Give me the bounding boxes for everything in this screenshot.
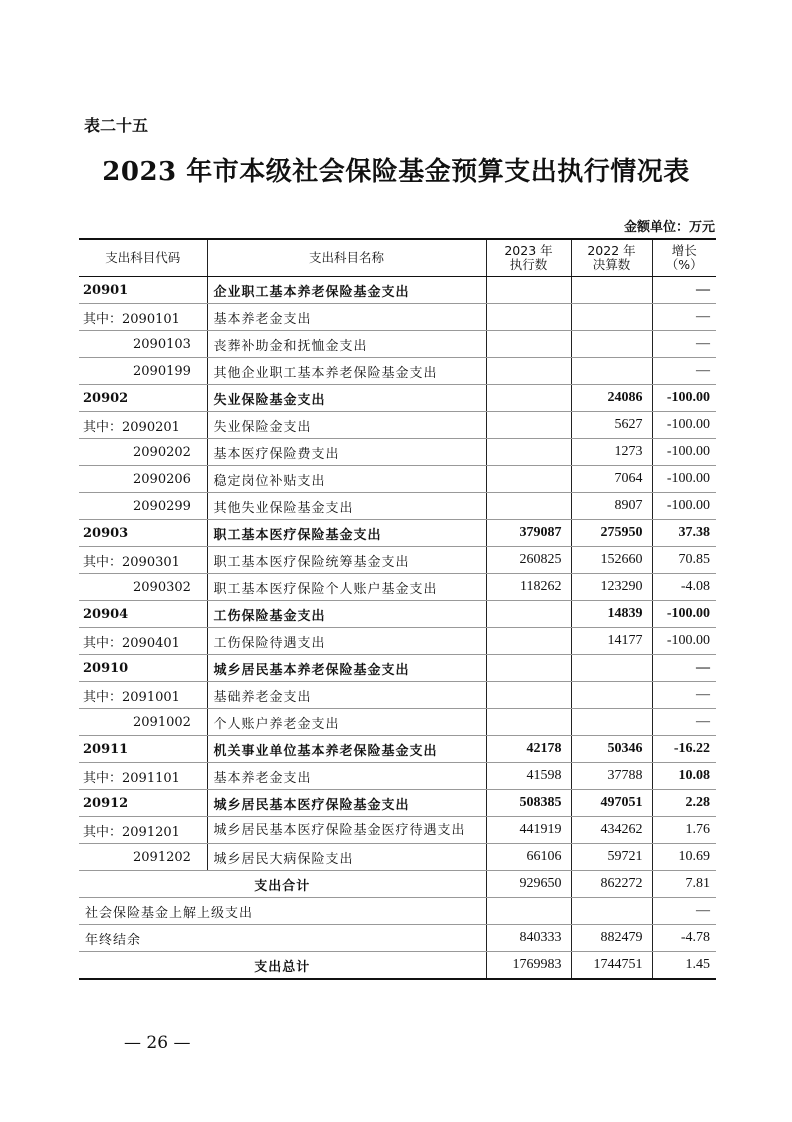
table-row: [79, 601, 716, 628]
row-final: [571, 304, 652, 331]
table-label: 表二十五: [84, 116, 149, 135]
row-final: [571, 358, 652, 385]
row-name: 其他失业保险基金支出: [207, 493, 486, 520]
table-row: [79, 655, 716, 682]
row-code: 20902: [79, 385, 207, 412]
row-growth: —: [652, 709, 716, 736]
table-row: [79, 682, 716, 709]
row-exec: [486, 358, 571, 385]
row-code: 其中：2091201: [79, 817, 207, 844]
table-row: [79, 385, 716, 412]
table-row: [79, 844, 716, 871]
row-name: 企业职工基本养老保险基金支出: [207, 277, 486, 304]
table-row: [79, 817, 716, 844]
row-name: 个人账户养老金支出: [207, 709, 486, 736]
row-exec: [486, 304, 571, 331]
row-exec: 118262: [486, 574, 571, 601]
table-row: [79, 277, 716, 304]
row-code: 20903: [79, 520, 207, 547]
row-exec: [486, 439, 571, 466]
header-code: 支出科目代码: [79, 239, 207, 277]
row-growth: -100.00: [652, 439, 716, 466]
row-exec: 379087: [486, 520, 571, 547]
header-final: [571, 239, 652, 277]
row-exec: [486, 709, 571, 736]
row-exec: [486, 682, 571, 709]
row-exec: 41598: [486, 763, 571, 790]
row-code: 20901: [79, 277, 207, 304]
row-growth: —: [652, 655, 716, 682]
row-final: 8907: [571, 493, 652, 520]
row-code: 其中：2090301: [79, 547, 207, 574]
row-name: 城乡居民大病保险支出: [207, 844, 486, 871]
row-name: 其他企业职工基本养老保险基金支出: [207, 358, 486, 385]
row-exec: 441919: [486, 817, 571, 844]
row-growth: —: [652, 331, 716, 358]
row-name: 基本养老金支出: [207, 304, 486, 331]
row-code: 20910: [79, 655, 207, 682]
extra-row: [79, 925, 716, 952]
row-exec: [486, 493, 571, 520]
table-row: [79, 628, 716, 655]
row-growth: 37.38: [652, 520, 716, 547]
table-row: [79, 709, 716, 736]
row-final: 59721: [571, 844, 652, 871]
subtotal-label: 支出合计: [79, 871, 486, 898]
table-header-row: [79, 239, 716, 277]
grand-total-final: 1744751: [571, 952, 652, 980]
row-growth: -4.08: [652, 574, 716, 601]
row-final: 14177: [571, 628, 652, 655]
row-final: 7064: [571, 466, 652, 493]
page-number: — 26 —: [124, 1033, 191, 1053]
subtotal-final: 862272: [571, 871, 652, 898]
header-final-line2: 决算数: [592, 257, 631, 272]
row-growth: —: [652, 682, 716, 709]
row-name: 城乡居民基本医疗保险基金医疗待遇支出: [207, 817, 486, 844]
row-exec: 66106: [486, 844, 571, 871]
row-final: 37788: [571, 763, 652, 790]
row-final: 24086: [571, 385, 652, 412]
table-row: [79, 520, 716, 547]
table-row: [79, 493, 716, 520]
row-code: 2090199: [79, 358, 207, 385]
extra-row: [79, 898, 716, 925]
table-row: [79, 547, 716, 574]
header-exec-line2: 执行数: [509, 257, 548, 272]
expenditure-table: [79, 238, 716, 980]
row-code: 其中：2090401: [79, 628, 207, 655]
row-code: 20904: [79, 601, 207, 628]
row-code: 其中：2090101: [79, 304, 207, 331]
row-exec: [486, 277, 571, 304]
row-code: 2090206: [79, 466, 207, 493]
row-exec: [486, 412, 571, 439]
table-row: [79, 736, 716, 763]
table-row: [79, 358, 716, 385]
extra-row-growth: -4.78: [652, 925, 716, 952]
row-name: 基本养老金支出: [207, 763, 486, 790]
row-name: 稳定岗位补贴支出: [207, 466, 486, 493]
grand-total-exec: 1769983: [486, 952, 571, 980]
header-growth-line2: （%）: [665, 257, 703, 272]
row-growth: -100.00: [652, 601, 716, 628]
grand-total-label: 支出总计: [79, 952, 486, 980]
table-row: [79, 412, 716, 439]
subtotal-row: [79, 871, 716, 898]
table-row: [79, 574, 716, 601]
row-name: 基础养老金支出: [207, 682, 486, 709]
row-exec: 508385: [486, 790, 571, 817]
grand-total-row: [79, 952, 716, 980]
row-name: 职工基本医疗保险统筹基金支出: [207, 547, 486, 574]
row-growth: 70.85: [652, 547, 716, 574]
row-growth: -100.00: [652, 385, 716, 412]
row-name: 丧葬补助金和抚恤金支出: [207, 331, 486, 358]
row-code: 其中：2090201: [79, 412, 207, 439]
table-row: [79, 790, 716, 817]
row-exec: [486, 385, 571, 412]
row-final: 5627: [571, 412, 652, 439]
header-final-line1: 2022 年: [587, 243, 636, 258]
row-growth: 10.69: [652, 844, 716, 871]
extra-row-label: 社会保险基金上解上级支出: [79, 898, 486, 925]
header-name: 支出科目名称: [207, 239, 486, 277]
row-code: 其中：2091001: [79, 682, 207, 709]
row-final: 275950: [571, 520, 652, 547]
row-final: [571, 709, 652, 736]
row-name: 工伤保险基金支出: [207, 601, 486, 628]
row-final: 123290: [571, 574, 652, 601]
extra-row-growth: —: [652, 898, 716, 925]
header-exec: [486, 239, 571, 277]
row-exec: [486, 601, 571, 628]
row-growth: -100.00: [652, 493, 716, 520]
row-growth: —: [652, 277, 716, 304]
row-growth: -100.00: [652, 412, 716, 439]
row-exec: [486, 628, 571, 655]
row-final: 497051: [571, 790, 652, 817]
row-name: 工伤保险待遇支出: [207, 628, 486, 655]
subtotal-growth: 7.81: [652, 871, 716, 898]
header-growth: [652, 239, 716, 277]
row-code: 2090202: [79, 439, 207, 466]
row-growth: 10.08: [652, 763, 716, 790]
header-growth-line1: 增长: [671, 243, 697, 258]
row-growth: -16.22: [652, 736, 716, 763]
page-title: 2023 年市本级社会保险基金预算支出执行情况表: [102, 157, 690, 187]
row-code: 2091002: [79, 709, 207, 736]
row-code: 2090299: [79, 493, 207, 520]
row-name: 城乡居民基本养老保险基金支出: [207, 655, 486, 682]
row-code: 20912: [79, 790, 207, 817]
row-growth: -100.00: [652, 628, 716, 655]
extra-row-final: 882479: [571, 925, 652, 952]
row-final: [571, 331, 652, 358]
row-final: [571, 277, 652, 304]
row-name: 基本医疗保险费支出: [207, 439, 486, 466]
extra-row-exec: [486, 898, 571, 925]
extra-row-exec: 840333: [486, 925, 571, 952]
amount-unit: 金额单位：万元: [623, 220, 715, 235]
row-growth: 2.28: [652, 790, 716, 817]
row-final: [571, 655, 652, 682]
extra-row-final: [571, 898, 652, 925]
table-row: [79, 304, 716, 331]
table-row: [79, 763, 716, 790]
header-exec-line1: 2023 年: [504, 243, 553, 258]
row-code: 20911: [79, 736, 207, 763]
row-final: 50346: [571, 736, 652, 763]
row-code: 2090302: [79, 574, 207, 601]
row-growth: —: [652, 304, 716, 331]
row-name: 机关事业单位基本养老保险基金支出: [207, 736, 486, 763]
row-exec: 260825: [486, 547, 571, 574]
row-growth: 1.76: [652, 817, 716, 844]
row-name: 失业保险金支出: [207, 412, 486, 439]
row-name: 职工基本医疗保险基金支出: [207, 520, 486, 547]
row-name: 城乡居民基本医疗保险基金支出: [207, 790, 486, 817]
table-row: [79, 466, 716, 493]
row-growth: -100.00: [652, 466, 716, 493]
row-final: 1273: [571, 439, 652, 466]
row-code: 2090103: [79, 331, 207, 358]
grand-total-growth: 1.45: [652, 952, 716, 980]
row-code: 2091202: [79, 844, 207, 871]
row-name: 失业保险基金支出: [207, 385, 486, 412]
row-exec: [486, 655, 571, 682]
row-exec: [486, 466, 571, 493]
table-row: [79, 439, 716, 466]
row-code: 其中：2091101: [79, 763, 207, 790]
row-exec: [486, 331, 571, 358]
row-final: 152660: [571, 547, 652, 574]
row-growth: —: [652, 358, 716, 385]
row-final: [571, 682, 652, 709]
row-name: 职工基本医疗保险个人账户基金支出: [207, 574, 486, 601]
row-final: 14839: [571, 601, 652, 628]
row-final: 434262: [571, 817, 652, 844]
table-row: [79, 331, 716, 358]
row-exec: 42178: [486, 736, 571, 763]
subtotal-exec: 929650: [486, 871, 571, 898]
extra-row-label: 年终结余: [79, 925, 486, 952]
